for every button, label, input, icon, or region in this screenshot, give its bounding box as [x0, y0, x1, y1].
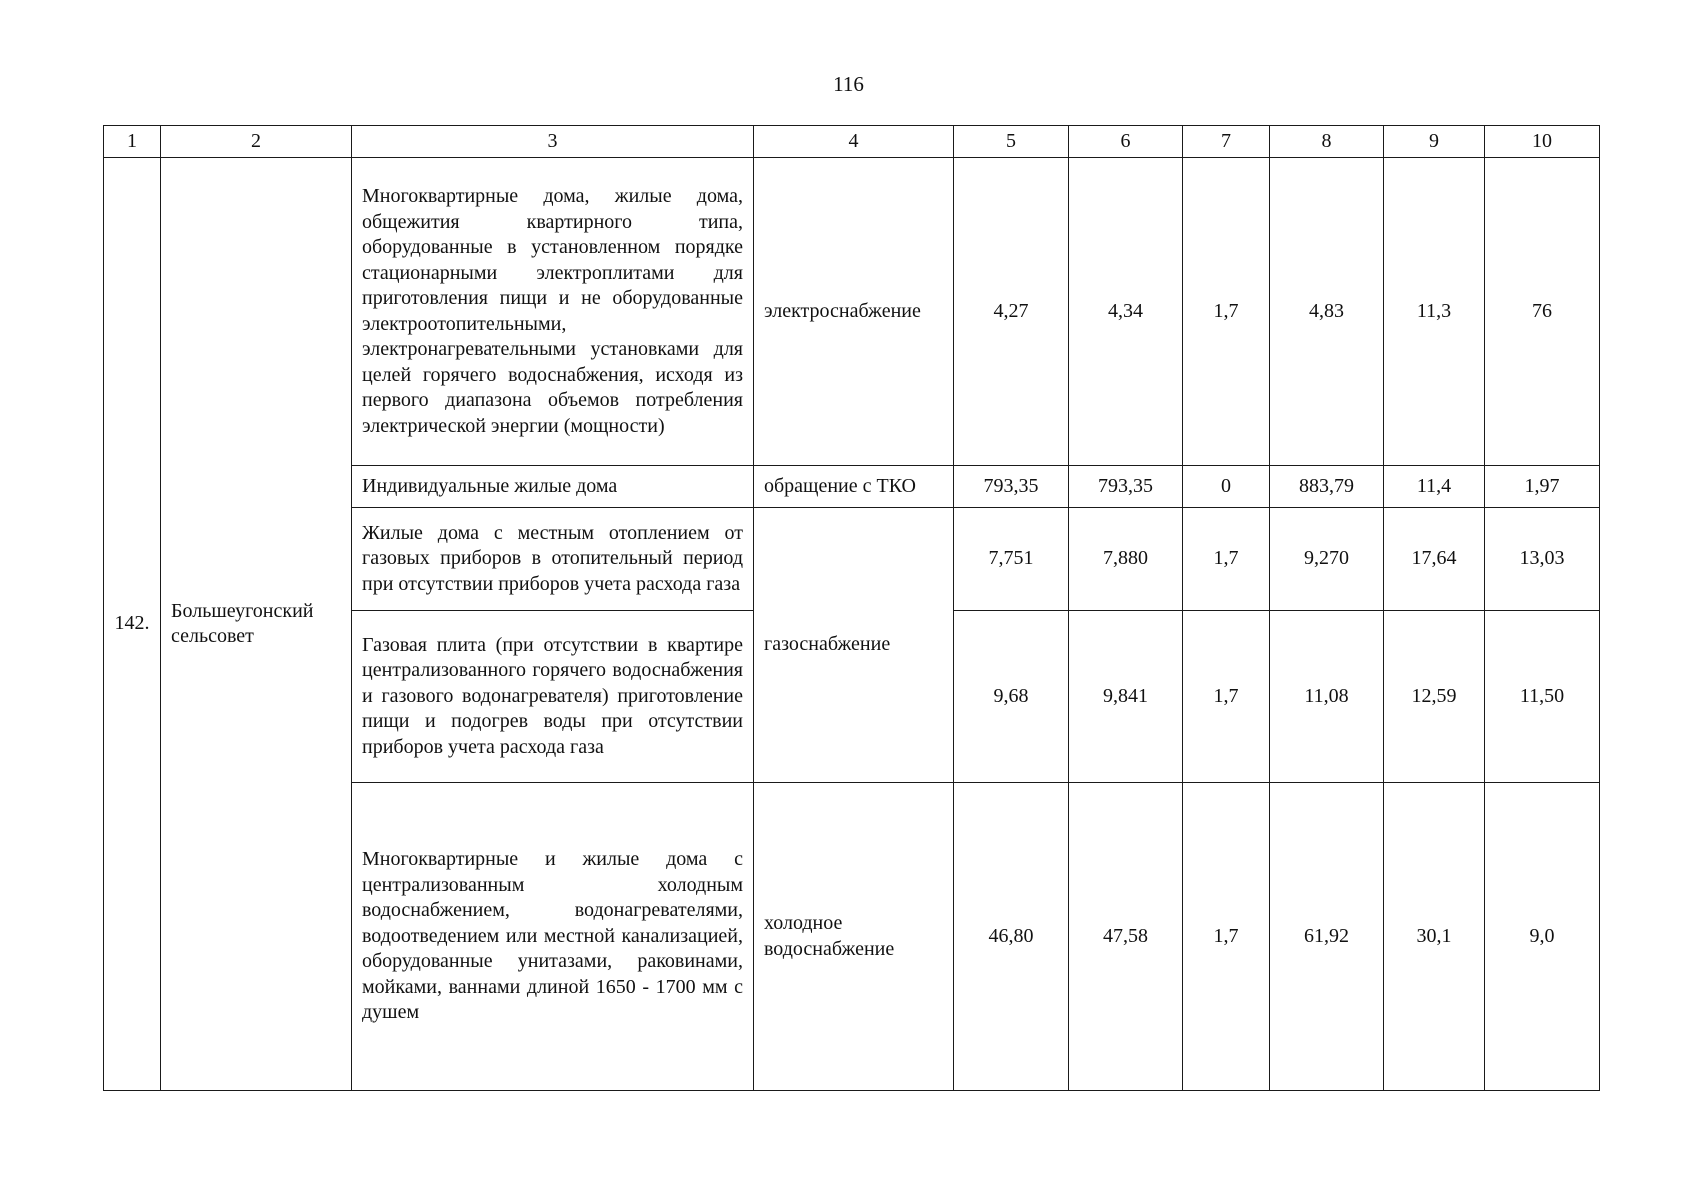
value-cell: 4,83: [1270, 158, 1384, 466]
value-cell: 76: [1485, 158, 1600, 466]
value-cell: 793,35: [954, 466, 1069, 508]
value-cell: 11,08: [1270, 611, 1384, 783]
header-cell: 10: [1485, 126, 1600, 158]
value-cell: 12,59: [1384, 611, 1485, 783]
value-cell: 1,7: [1183, 508, 1270, 611]
description-cell: Многоквартирные дома, жилые дома, общежития квартирного типа, оборудованные в установленном порядке стационарными электроплитами для приготовления пищи и не оборудованные электроотопительными, электронагревательными установками для целей горячего водоснабжения, исходя из первого диапазона объемов потребления электрической энергии (мощности): [352, 158, 754, 466]
header-cell: 6: [1069, 126, 1183, 158]
page-number: 116: [833, 72, 864, 96]
description-cell: Газовая плита (при отсутствии в квартире централизованного горячего водоснабжения и газового водонагревателя) приготовление пищи и подогрев воды при отсутствии приборов учета расхода газа: [352, 611, 754, 783]
header-cell: 8: [1270, 126, 1384, 158]
value-cell: 4,27: [954, 158, 1069, 466]
value-cell: 11,50: [1485, 611, 1600, 783]
value-cell: 4,34: [1069, 158, 1183, 466]
header-cell: 9: [1384, 126, 1485, 158]
description-cell: Многоквартирные и жилые дома с централизованным холодным водоснабжением, водонагревателями, водоотведением или местной канализацией, оборудованные унитазами, раковинами, мойками, ваннами длиной 1650 - 1700 мм с душем: [352, 783, 754, 1091]
value-cell: 13,03: [1485, 508, 1600, 611]
header-cell: 5: [954, 126, 1069, 158]
header-cell: 4: [754, 126, 954, 158]
value-cell: 7,751: [954, 508, 1069, 611]
value-cell: 47,58: [1069, 783, 1183, 1091]
table-header-row: [104, 126, 1600, 158]
value-cell: 1,7: [1183, 611, 1270, 783]
description-cell: Индивидуальные жилые дома: [352, 466, 754, 508]
value-cell: 11,4: [1384, 466, 1485, 508]
value-cell: 9,0: [1485, 783, 1600, 1091]
value-cell: 1,7: [1183, 158, 1270, 466]
value-cell: 46,80: [954, 783, 1069, 1091]
service-cell: холодное водоснабжение: [754, 783, 954, 1091]
value-cell: 1,7: [1183, 783, 1270, 1091]
row-number-cell: 142.: [104, 158, 161, 1091]
value-cell: 7,880: [1069, 508, 1183, 611]
value-cell: 17,64: [1384, 508, 1485, 611]
description-cell: Жилые дома с местным отоплением от газовых приборов в отопительный период при отсутствии приборов учета расхода газа: [352, 508, 754, 611]
value-cell: 0: [1183, 466, 1270, 508]
service-cell: обращение с ТКО: [754, 466, 954, 508]
value-cell: 793,35: [1069, 466, 1183, 508]
value-cell: 9,270: [1270, 508, 1384, 611]
value-cell: 61,92: [1270, 783, 1384, 1091]
municipality-cell: Большеугонский сельсовет: [161, 158, 352, 1091]
service-cell: электроснабжение: [754, 158, 954, 466]
header-cell: 7: [1183, 126, 1270, 158]
value-cell: 9,841: [1069, 611, 1183, 783]
value-cell: 9,68: [954, 611, 1069, 783]
value-cell: 11,3: [1384, 158, 1485, 466]
header-cell: 1: [104, 126, 161, 158]
value-cell: 1,97: [1485, 466, 1600, 508]
table-row: [104, 158, 1600, 466]
service-cell: газоснабжение: [754, 508, 954, 783]
tariff-table: [103, 125, 1600, 1091]
header-cell: 2: [161, 126, 352, 158]
value-cell: 30,1: [1384, 783, 1485, 1091]
header-cell: 3: [352, 126, 754, 158]
value-cell: 883,79: [1270, 466, 1384, 508]
